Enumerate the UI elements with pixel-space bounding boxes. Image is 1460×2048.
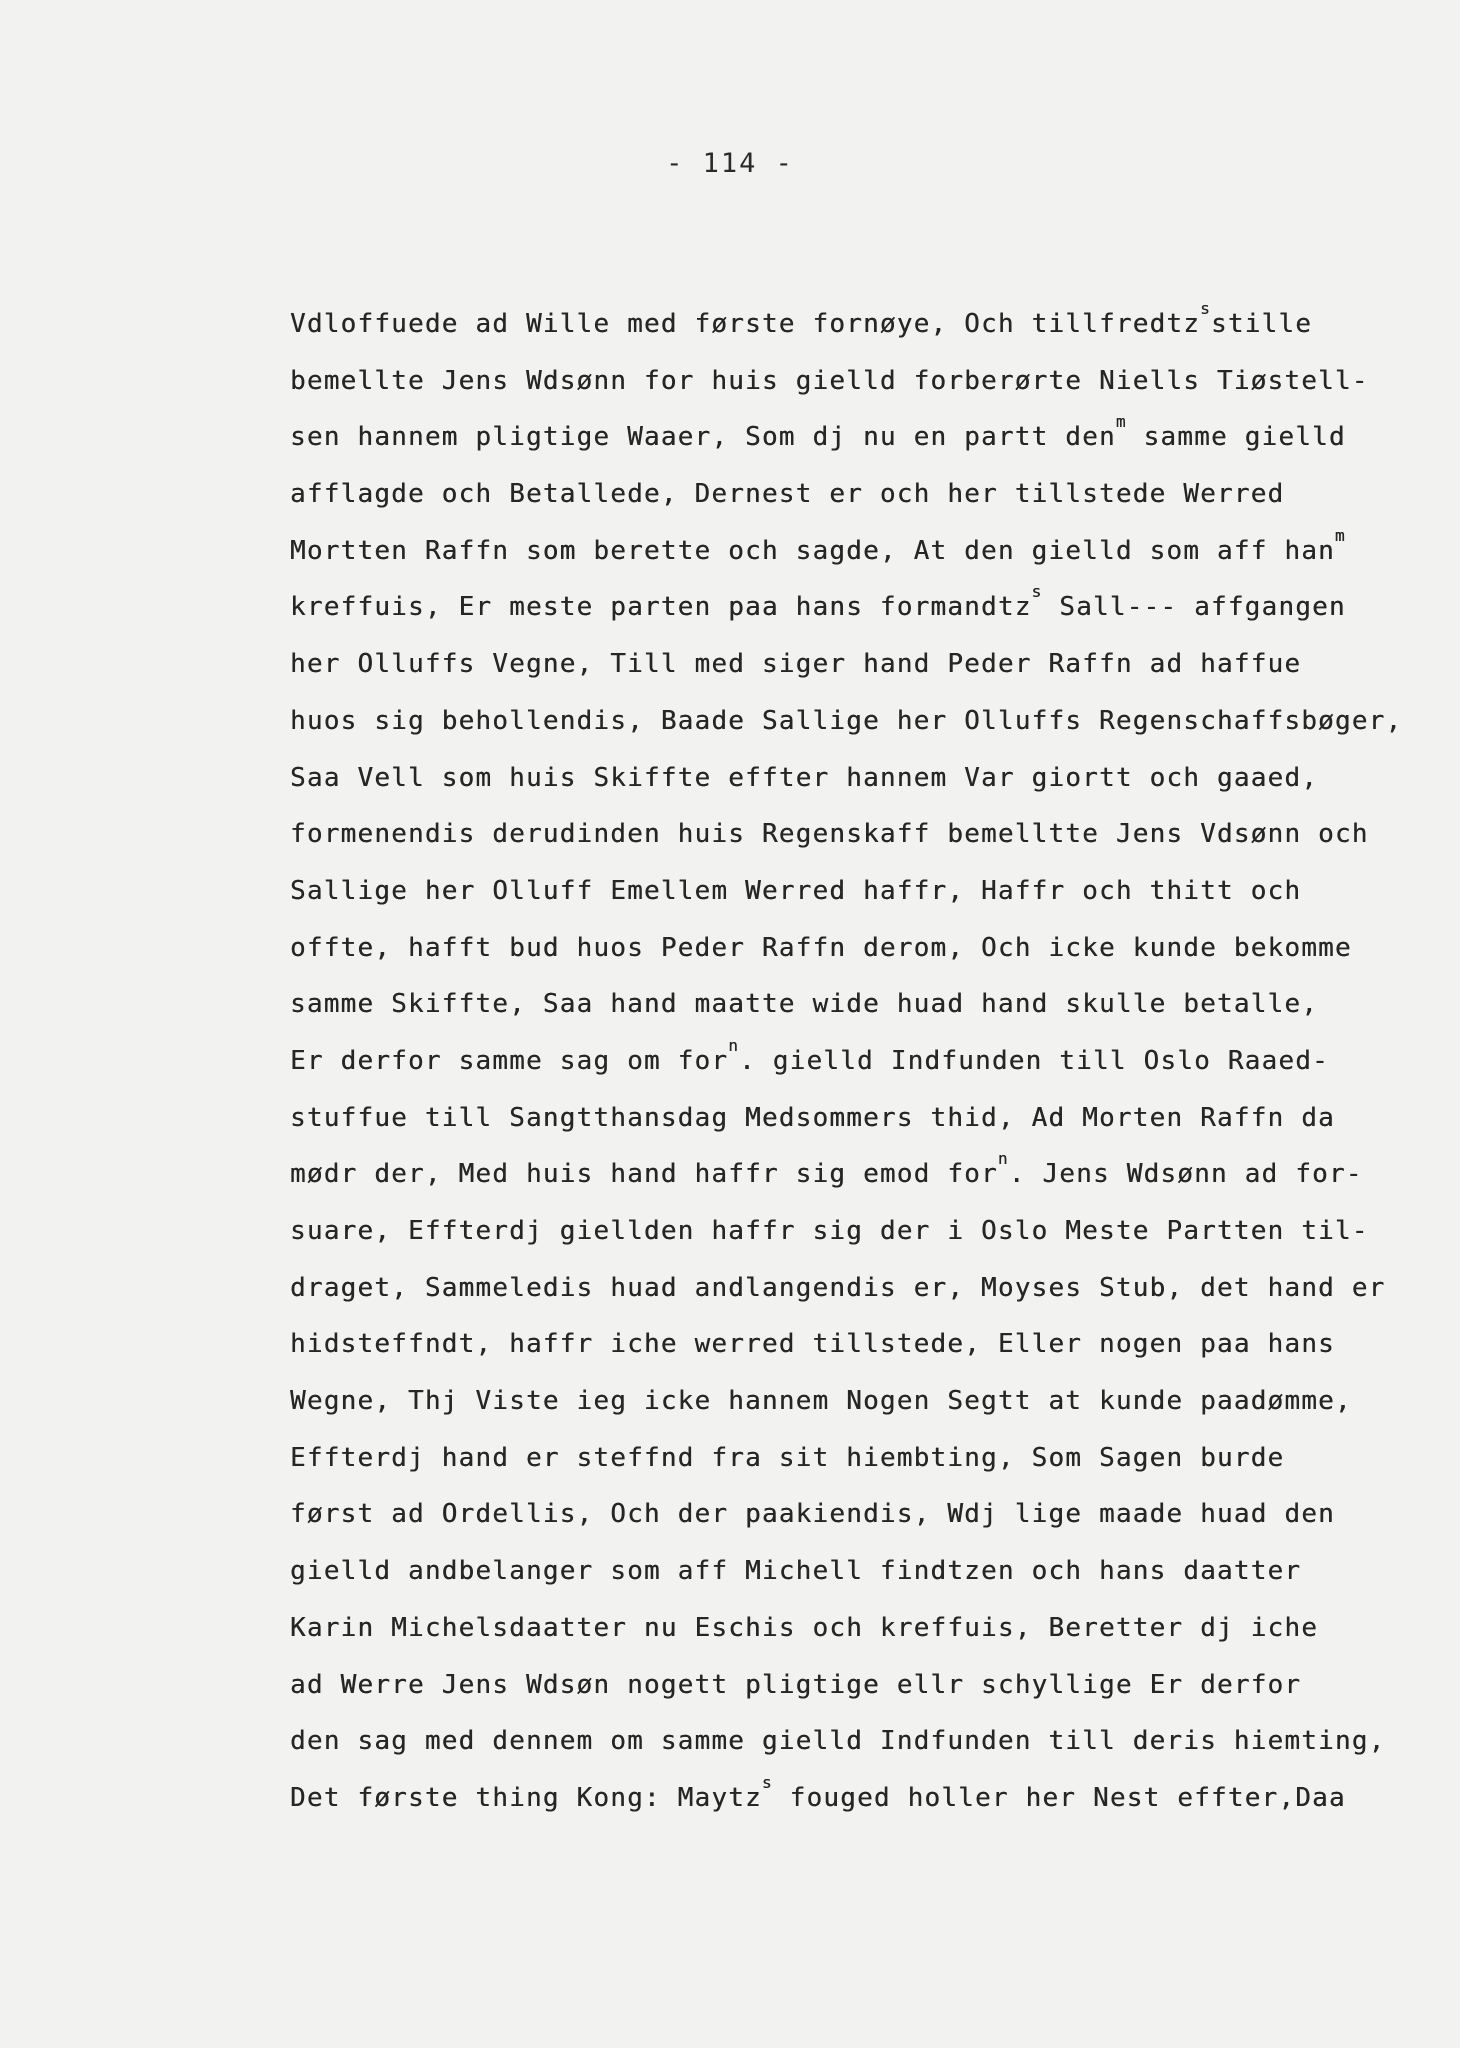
text-line <box>290 1430 1420 1487</box>
text-line <box>290 1657 1420 1714</box>
text-line <box>290 1543 1420 1600</box>
text-segment: gielld andbelanger som aff Michell findtzen och hans daatter <box>290 1556 1302 1587</box>
text-segment: draget, Sammeledis huad andlangendis er, Moyses Stub, det hand er <box>290 1272 1386 1303</box>
text-segment: Effterdj hand er steffnd fra sit hiembting, Som Sagen burde <box>290 1442 1285 1473</box>
text-segment: formenendis derudinden huis Regenskaff bemelltte Jens Vdsønn och <box>290 819 1369 850</box>
text-segment: hidsteffndt, haffr iche werred tillstede, Eller nogen paa hans <box>290 1329 1335 1360</box>
text-line <box>290 863 1420 920</box>
text-line <box>290 1316 1420 1373</box>
text-line <box>290 296 1420 353</box>
text-segment: afflagde och Betallede, Dernest er och her tillstede Werred <box>290 479 1285 510</box>
text-line <box>290 579 1420 636</box>
text-segment: kreffuis, Er meste parten paa hans formandtz <box>290 592 1032 623</box>
superscript: s <box>761 1772 773 1792</box>
text-segment: fouged holler her Nest effter,Daa <box>772 1782 1346 1813</box>
text-segment: offte, hafft bud huos Peder Raffn derom, Och icke kunde bekomme <box>290 932 1352 963</box>
superscript: n <box>728 1035 740 1055</box>
text-segment: suare, Effterdj giellden haffr sig der i Oslo Meste Partten til- <box>290 1216 1369 1246</box>
text-segment: stuffue till Sangtthansdag Medsommers thid, Ad Morten Raffn da <box>290 1102 1335 1133</box>
text-line <box>290 1600 1420 1657</box>
transcription-text <box>290 296 1420 1827</box>
text-segment: stille <box>1210 309 1313 339</box>
text-segment: Mortten Raffn som berette och sagde, At den gielld som aff han <box>290 535 1335 566</box>
text-line <box>290 1373 1420 1430</box>
superscript: s <box>1200 299 1211 318</box>
text-segment: Sallige her Olluff Emellem Werred haffr, Haffr och thitt och <box>290 875 1302 906</box>
text-segment: Sall--- affgangen <box>1042 592 1346 623</box>
text-line <box>290 636 1420 693</box>
text-line <box>290 523 1420 580</box>
text-segment: sen hannem pligtige Waaer, Som dj nu en partt den <box>290 422 1116 453</box>
text-segment: først ad Ordellis, Och der paakiendis, Wdj lige maade huad den <box>290 1499 1335 1530</box>
superscript: m <box>1115 412 1127 432</box>
text-segment: huos sig behollendis, Baade Sallige her Olluffs Regenschaffsbøger, <box>290 705 1403 736</box>
text-line <box>290 1486 1420 1543</box>
text-line <box>290 1146 1420 1203</box>
superscript: n <box>997 1149 1009 1169</box>
text-segment: . gielld Indfunden till Oslo Raaed- <box>739 1045 1329 1076</box>
text-line <box>290 1770 1420 1827</box>
text-segment: . Jens Wdsønn ad for- <box>1008 1159 1363 1190</box>
text-segment: Vdloffuede ad Wille med første fornøye, Och tillfredtz <box>290 309 1201 339</box>
text-segment: Karin Michelsdaatter nu Eschis och kreffuis, Beretter dj iche <box>290 1612 1319 1643</box>
text-line <box>290 750 1420 807</box>
text-segment: Det første thing Kong: Maytz <box>290 1782 762 1813</box>
text-segment: ad Werre Jens Wdsøn nogett pligtige ellr schyllige Er derfor <box>290 1669 1302 1700</box>
text-segment: samme gielld <box>1126 422 1346 453</box>
text-line <box>290 693 1420 750</box>
text-segment: her Olluffs Vegne, Till med siger hand Peder Raffn ad haffue <box>290 649 1302 680</box>
text-segment: den sag med dennem om samme gielld Indfunden till deris hiemting, <box>290 1726 1386 1757</box>
text-line <box>290 976 1420 1033</box>
text-line <box>290 1713 1420 1770</box>
text-line <box>290 1033 1420 1090</box>
text-line <box>290 409 1420 466</box>
text-line <box>290 353 1420 410</box>
page-number: - 114 - <box>666 148 794 179</box>
text-segment: Er derfor samme sag om for <box>290 1045 729 1076</box>
text-segment: samme Skiffte, Saa hand maatte wide huad hand skulle betalle, <box>290 989 1319 1020</box>
text-line <box>290 1260 1420 1317</box>
text-line <box>290 1090 1420 1147</box>
superscript: m <box>1334 525 1346 545</box>
text-segment: Saa Vell som huis Skiffte effter hannem Var giortt och gaaed, <box>290 762 1319 793</box>
text-line <box>290 806 1420 863</box>
text-segment: mødr der, Med huis hand haffr sig emod for <box>290 1159 998 1190</box>
text-line <box>290 920 1420 977</box>
superscript: s <box>1031 582 1043 602</box>
text-segment: Wegne, Thj Viste ieg icke hannem Nogen Segtt at kunde paadømme, <box>290 1386 1352 1417</box>
text-segment: bemellte Jens Wdsønn for huis gielld forberørte Niells Tiøstell- <box>290 365 1369 396</box>
text-line <box>290 1203 1420 1260</box>
text-line <box>290 466 1420 523</box>
